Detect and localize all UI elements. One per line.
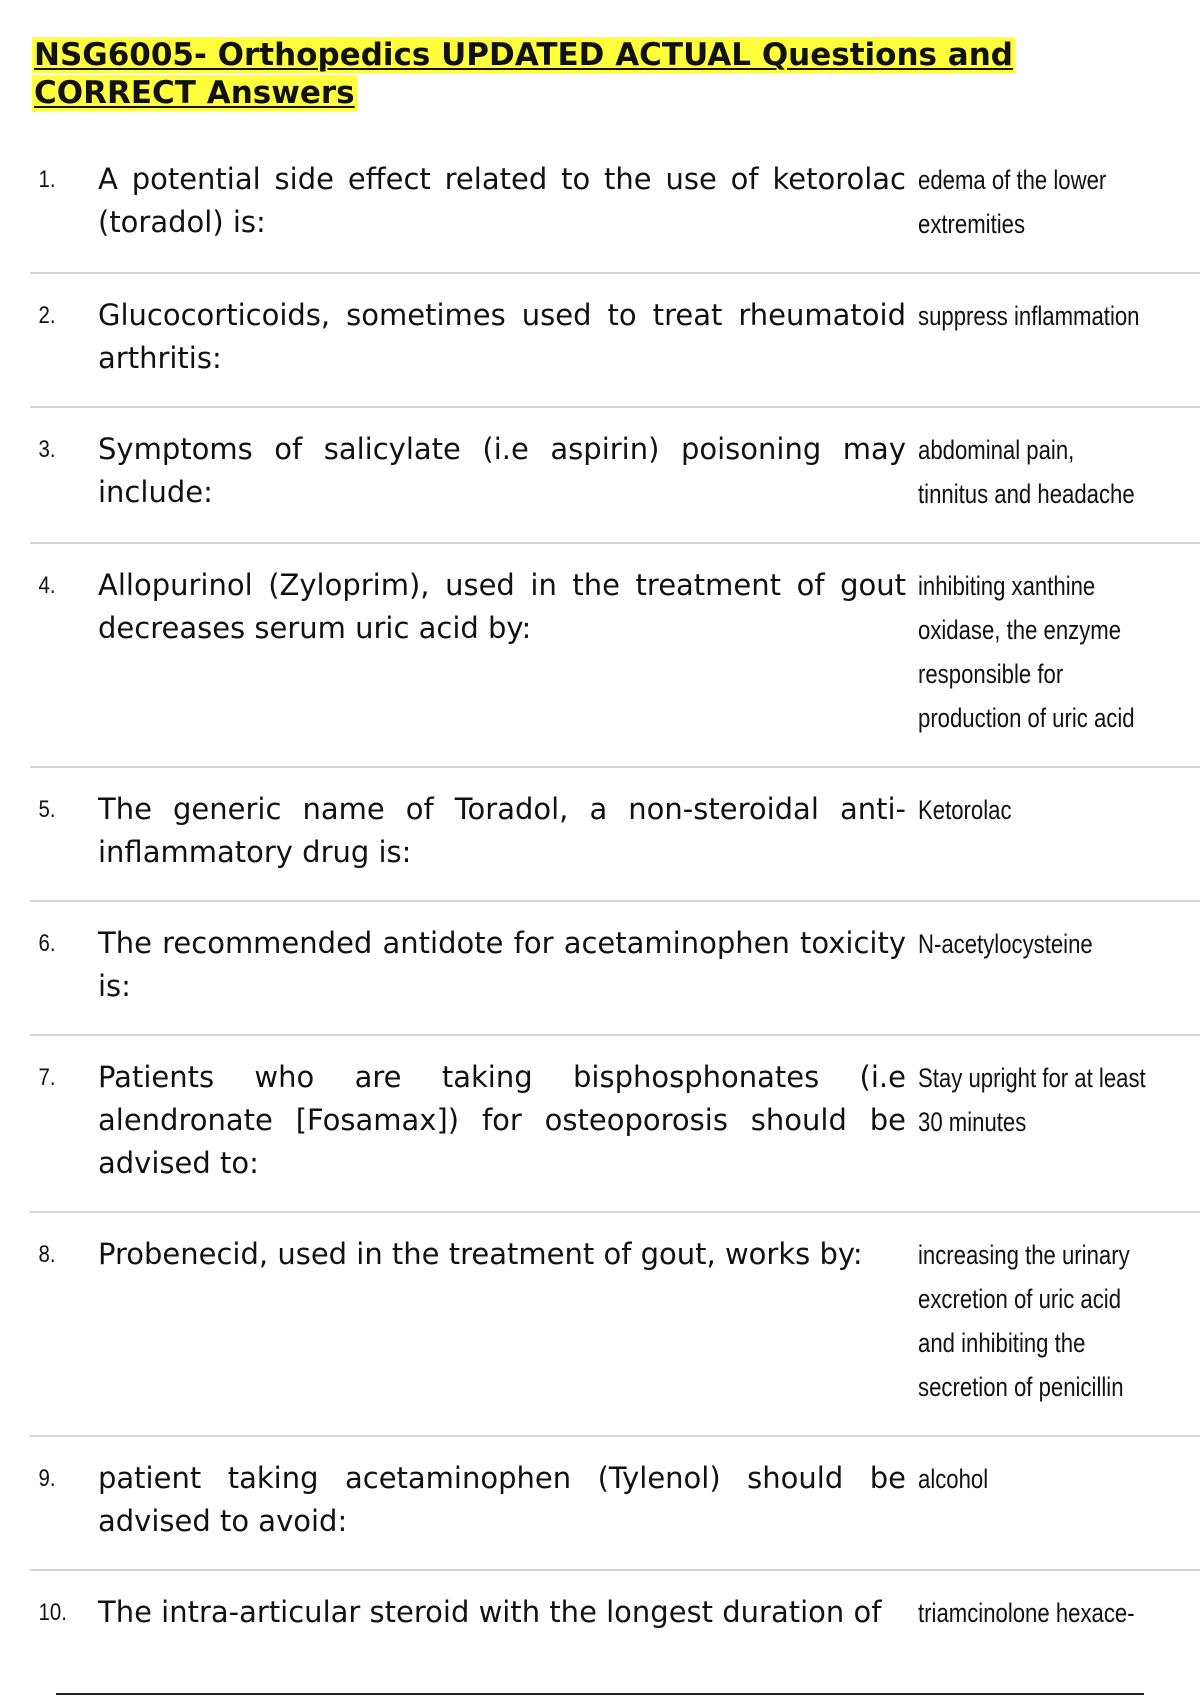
qa-row-3 [30,420,1200,544]
question-text: Allopurinol (Zyloprim), used in the treatment of gout decreases serum uric acid by: [98,568,906,645]
answer-text: increasing the urinary excretion of uric acid and inhibiting the secretion of penicillin [918,1240,1130,1402]
item-number: 2. [38,302,56,329]
answer-text: N-acetylocysteine [918,929,1093,959]
item-number: 7. [38,1064,56,1091]
item-number: 5. [38,796,56,823]
question-text: The recommended antidote for acetaminophen toxicity is: [98,926,906,1003]
qa-row-7 [30,1048,1200,1213]
item-number: 3. [38,436,56,463]
answer-text: Stay upright for at least 30 minutes [918,1063,1146,1137]
question-text: The intra-articular steroid with the longest duration of [98,1595,882,1629]
qa-row-10 [30,1583,1200,1661]
question-text: The generic name of Toradol, a non-steroidal anti-inflammatory drug is: [98,792,906,869]
item-number: 4. [38,572,56,599]
question-text: A potential side effect related to the use of ketorolac (toradol) is: [98,162,906,239]
question-text: patient taking acetaminophen (Tylenol) should be advised to avoid: [98,1461,906,1538]
footer-divider [56,1693,1144,1695]
answer-text: inhibiting xanthine oxidase, the enzyme responsible for production of uric acid [918,571,1135,733]
question-text: Glucocorticoids, sometimes used to treat rheumatoid arthritis: [98,298,906,375]
item-number: 9. [38,1465,56,1492]
question-text: Symptoms of salicylate (i.e aspirin) poisoning may include: [98,432,906,509]
answer-text: alcohol [918,1464,989,1494]
item-number: 8. [38,1241,56,1268]
qa-row-9 [30,1449,1200,1571]
question-text: Probenecid, used in the treatment of gout, works by: [98,1237,863,1271]
page-title [32,36,1182,112]
item-number: 1. [38,166,56,193]
answer-text: suppress inflammation [918,301,1140,331]
item-number: 6. [38,930,56,957]
question-text: Patients who are taking bisphosphonates (i.e alendronate [Fosamax]) for osteoporosis should be advised to: [98,1060,906,1180]
answer-text: Ketorolac [918,795,1012,825]
question-answer-list [30,150,1200,1673]
qa-row-4 [30,556,1200,768]
page-title-text: NSG6005- Orthopedics UPDATED ACTUAL Questions and CORRECT Answers [34,37,1013,111]
answer-text: triamcinolone hexace- [918,1598,1135,1628]
qa-row-6 [30,914,1200,1036]
item-number: 10. [38,1599,67,1626]
qa-row-2 [30,286,1200,408]
answer-text: edema of the lower extremities [918,165,1107,239]
answer-text: abdominal pain, tinnitus and headache [918,435,1135,509]
qa-row-1 [30,150,1200,274]
qa-row-5 [30,780,1200,902]
qa-row-8 [30,1225,1200,1437]
